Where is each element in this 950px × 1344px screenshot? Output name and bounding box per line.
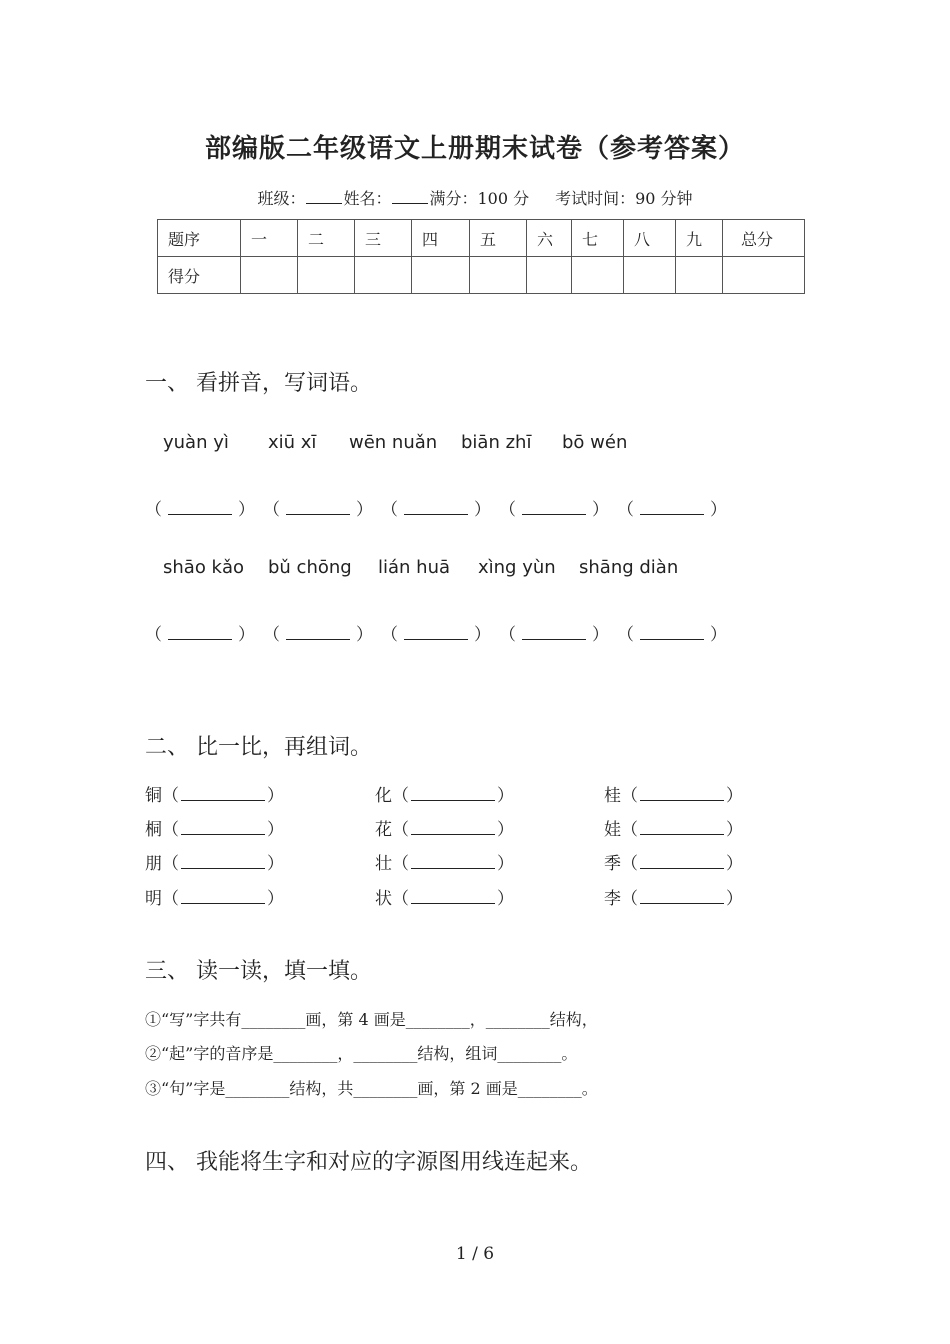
pinyin: shāng diàn	[579, 557, 679, 578]
pinyin: bǔ chōng	[268, 557, 352, 578]
score-cell[interactable]	[572, 257, 624, 294]
full-score-text: 满分：100 分	[429, 189, 530, 208]
word-group-item[interactable]: 壮（ ）	[375, 854, 514, 874]
answer-blank[interactable]: （ ）	[381, 500, 491, 520]
score-header-cell: 四	[412, 220, 470, 257]
word-group-item[interactable]: 朋（ ）	[145, 854, 284, 874]
score-cell[interactable]	[676, 257, 723, 294]
fill-in-question-3[interactable]: ③“句”字是________结构，共________画，第 2 画是________。	[145, 1079, 598, 1098]
word-group-item[interactable]: 花（ ）	[375, 820, 514, 840]
score-cell[interactable]	[624, 257, 676, 294]
fill-in-question-2[interactable]: ②“起”字的音序是________，________结构，组词________。	[145, 1044, 578, 1063]
answer-blank[interactable]: （ ）	[617, 500, 727, 520]
word-group-item[interactable]: 桂（ ）	[604, 786, 743, 806]
word-group-item[interactable]: 桐（ ）	[145, 820, 284, 840]
score-header-cell: 八	[624, 220, 676, 257]
pinyin: xìng yùn	[478, 557, 556, 578]
section-3-heading: 三、 读一读，填一填。	[145, 959, 372, 984]
name-label: 姓名：	[343, 189, 392, 208]
word-group-item[interactable]: 化（ ）	[375, 786, 514, 806]
score-header-cell: 九	[676, 220, 723, 257]
answer-blank[interactable]: （ ）	[381, 625, 491, 645]
score-row-label: 得分	[158, 257, 241, 294]
score-header-cell: 三	[355, 220, 412, 257]
pinyin: wēn nuǎn	[349, 432, 438, 453]
class-blank[interactable]	[306, 189, 342, 204]
word-group-item[interactable]: 铜（ ）	[145, 786, 284, 806]
pinyin: xiū xī	[268, 432, 317, 453]
score-cell[interactable]	[355, 257, 412, 294]
score-header-cell: 一	[241, 220, 298, 257]
answer-blank[interactable]: （ ）	[499, 500, 609, 520]
score-table	[157, 219, 805, 294]
class-label: 班级：	[257, 189, 306, 208]
answer-blank[interactable]: （ ）	[145, 625, 255, 645]
section-2-heading: 二、 比一比，再组词。	[145, 735, 372, 760]
answer-blank[interactable]: （ ）	[145, 500, 255, 520]
score-cell[interactable]	[241, 257, 298, 294]
section-4-heading: 四、 我能将生字和对应的字源图用线连起来。	[145, 1150, 592, 1175]
score-table-header-row	[158, 220, 805, 257]
pinyin: lián huā	[378, 557, 451, 578]
pinyin: biān zhī	[461, 432, 532, 453]
page-number: 1 / 6	[455, 1244, 495, 1264]
pinyin: yuàn yì	[163, 432, 229, 453]
score-header-cell: 总分	[723, 220, 805, 257]
score-header-cell: 七	[572, 220, 624, 257]
score-header-cell: 六	[527, 220, 572, 257]
score-cell[interactable]	[298, 257, 355, 294]
answer-blank[interactable]: （ ）	[617, 625, 727, 645]
word-group-item[interactable]: 娃（ ）	[604, 820, 743, 840]
word-group-item[interactable]: 季（ ）	[604, 854, 743, 874]
word-group-item[interactable]: 状（ ）	[375, 889, 514, 909]
score-header-cell: 五	[470, 220, 527, 257]
answer-blank[interactable]: （ ）	[263, 625, 373, 645]
score-header-cell: 题序	[158, 220, 241, 257]
exam-time-text: 考试时间：90 分钟	[555, 189, 693, 208]
score-cell[interactable]	[527, 257, 572, 294]
word-group-item[interactable]: 李（ ）	[604, 889, 743, 909]
section-1-heading: 一、 看拼音，写词语。	[145, 371, 372, 396]
score-cell[interactable]	[412, 257, 470, 294]
pinyin: bō wén	[562, 432, 628, 453]
word-group-item[interactable]: 明（ ）	[145, 889, 284, 909]
pinyin: shāo kǎo	[163, 557, 245, 578]
answer-blank[interactable]: （ ）	[499, 625, 609, 645]
name-blank[interactable]	[392, 189, 428, 204]
score-header-cell: 二	[298, 220, 355, 257]
page-title: 部编版二年级语文上册期末试卷（参考答案）	[204, 134, 745, 164]
student-info-line	[0, 186, 950, 209]
score-cell[interactable]	[470, 257, 527, 294]
fill-in-question-1[interactable]: ①“写”字共有________画，第 4 画是________，________结构，	[145, 1010, 598, 1029]
answer-blank[interactable]: （ ）	[263, 500, 373, 520]
score-cell[interactable]	[723, 257, 805, 294]
score-table-score-row	[158, 257, 805, 294]
